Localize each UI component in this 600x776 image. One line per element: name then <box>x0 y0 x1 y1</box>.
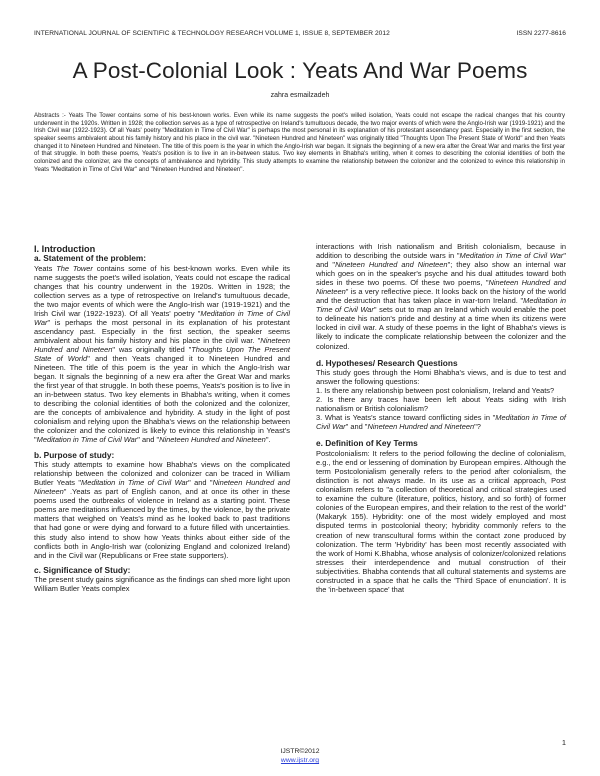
definitions-paragraph: Postcolonialism: It refers to the period following the decline of colonialism, e.g., the end or lessening of domination by European empires. Although the term Postcolonialism generally refers to the period after colonialism, the distinction is not always made. In its use as a critical approach, Post colonialism refers to "a collection of theoretical and critical strategies used to examine the culture (literature, politics, history, and so forth) of former colonies of the European empires, and their relation to the rest of the world" (Makaryk 155). Hybridity: one of the most widely employed and most disputed terms in postcolonial theory; hybridity commonly refers to the creation of new transcultural forms within the contact zone produced by colonization. The term 'Hybridity' has been most recently associated with the work of Homi K.Bhabha, whose analysis of colonizer/colonized relations stresses their interdependence and mutual construction of their subjectivities. Bhabha contends that all cultural statements and systems are constructed in a space that he calls the 'Third Space of enunciation'. It is the 'in-between space' that <box>316 449 566 594</box>
paper-title: A Post-Colonial Look : Yeats And War Poems <box>72 58 528 83</box>
hypotheses-paragraph: This study goes through the Homi Bhabha's views, and is due to test and answer the following questions: <box>316 368 566 387</box>
subsection-heading-definitions: e. Definition of Key Terms <box>316 438 418 449</box>
journal-header <box>34 30 566 37</box>
abstract <box>34 112 565 173</box>
author-name: zahra esmailzadeh <box>270 92 330 99</box>
significance-continued-paragraph: interactions with Irish nationalism and British colonialism, because in addition to describing the outside wars in "Meditation in Time of Civil War" and "Nineteen Hundred and Nineteen"; they also show an internal war which goes on in the speaker's psyche and his dual attitudes toward both sides in these two poems. Of these two poems, "Nineteen Hundred and Nineteen" is a very reflective piece. It looks back on the history of the world and the destruction that has taken place in war-torn Ireland. "Meditation in Time of Civil War" sets out to map an Ireland which would enable the poet to delineate his nation's pride and destiny at a time when its citizens were locked in civil war. A study of these poems in the light of Bhabha's views is likely to indicate the complicate relationship between the colonizer and the colonized. <box>316 242 566 351</box>
left-column <box>34 244 290 593</box>
right-column <box>316 242 566 594</box>
question-2: 2. Is there any traces have been left about Yeats siding with Irish nationalism or British colonialism? <box>316 395 566 414</box>
subsection-heading-purpose: b. Purpose of study: <box>34 449 115 460</box>
significance-paragraph: The present study gains significance as the findings can shed more light upon William Butler Yeats complex <box>34 575 290 594</box>
subsection-heading-hypotheses: d. Hypotheses/ Research Questions <box>316 357 458 368</box>
subsection-heading-significance: c. Significance of Study: <box>34 564 131 575</box>
statement-paragraph: Yeats The Tower contains some of his best-known works. Even while its name suggests the poet's willed isolation, Yeats could not escape the radical changes that his country underwent in the 1920s. Written in 1928; the collection serves as a type of retrospective on Ireland's tumultuous decade, the two major events of which were the Anglo-Irish war (1919-1921) and the Irish Civil war (1922-1923). Of all Yeats' poetry "Meditation in Time of Civil War" is perhaps the most personal in its explanation of his protestant ascendancy past. Especially in the first section, the speaker seems ambivalent about his family history and his place in the civil war. "Nineteen Hundred and Nineteen" was originally titled "Thoughts Upon The Present State of World" and then Yeats changed it to Nineteen Hundred and Nineteen. The title of this poem is the year in which the Anglo-Irish war began. It signals the beginning of a new era after the Great War and marks the first year of that struggle. In both these poems, Yeats's position is to live in an in-between status. Two key elements in Bhabha's writing, when it comes to describing the colonial identities of both the colonized and the colonizer, are the concepts of ambivalence and hybridity. A study in the light of post colonialism and relying upon the Bhabha's views on the relationship between the colonizer and the colonized is likely to evince this relationship in Yeast's "Meditation in Time of Civil War" and "Nineteen Hundred and Nineteen". <box>34 263 291 445</box>
question-3: 3. What is Yeats's stance toward conflicting sides in "Meditation in Time of Civil War" and "Nineteen Hundred and Nineteen"? <box>316 413 566 432</box>
journal-name: INTERNATIONAL JOURNAL OF SCIENTIFIC & TECHNOLOGY RESEARCH VOLUME 1, ISSUE 8, SEPTEMBER 2012 <box>34 30 390 37</box>
issn: ISSN 2277-8616 <box>516 30 566 37</box>
question-1: 1. Is there any relationship between post colonialism, Ireland and Yeats? <box>316 386 555 396</box>
subsection-heading-statement: a. Statement of the problem: <box>34 253 147 263</box>
footer-code: IJSTR©2012 <box>280 748 320 755</box>
page-number: 1 <box>561 738 566 747</box>
purpose-paragraph: This study attempts to examine how Bhabha's views on the complicated relationship between the colonized and colonizer can be traced in William Butler Yeats "Meditation in Time of Civil War" and "Nineteen Hundred and Nineteen" .Yeats as part of English canon, and at once its other in these poems used the outbreaks of violence in Ireland as a starting point. These poems are meditations influenced by the times, by the violence, by the private matters that weighed on Yeats's mind as he looked back to past traditions that had gone or were dying and forward to a future filled with uncertainties. this study also intend to show how Yeats thinks about either side of the conflicts both in Anglo-Irish war (colonizing England and colonized Ireland) and in the Civil war (Republicans or Free state supporters). <box>34 460 290 560</box>
footer-url-link[interactable]: www.ijstr.org <box>280 757 320 764</box>
section-heading-introduction: I. Introduction <box>34 244 96 254</box>
abstract-text: Abstracts :- Yeats The Tower contains some of his best-known works. Even while its name suggests the poet's willed isolation, Yeats could not escape the radical changes that his country underwent in the 1920s. Written in 1928; the collection serves as a type of retrospective on Ireland's tumultuous decade, the two major events of which were the Anglo-Irish war (1919-1921) and the Irish Civil war (1922-1923). Of all Yeats' poetry "Meditation in Time of Civil War" is perhaps the most personal in its explanation of his protestant ascendancy past. Especially in the first section, the speaker seems ambivalent about his family history and his place in the civil war. "Nineteen Hundred and Nineteen" was originally titled "Thoughts Upon The Present State of World" and then Yeats changed it to Nineteen Hundred and Nineteen. The title of this poem is the year in which the Anglo-Irish war began. It signals the beginning of a new era after the Great War and marks the first year of that struggle. In both these poems, Yeats's position is to live in an in-between status. Two key elements in Bhabha's writing, when it comes to describing the colonial identities of both the colonized and the colonizer, are the concepts of ambivalence and hybridity. This study attempts to examine the relationship between the colonizer and the colonized to evince this relationship in Yeats "Meditation in Time of Civil War" and "Nineteen Hundred and Nineteen". <box>34 112 565 173</box>
